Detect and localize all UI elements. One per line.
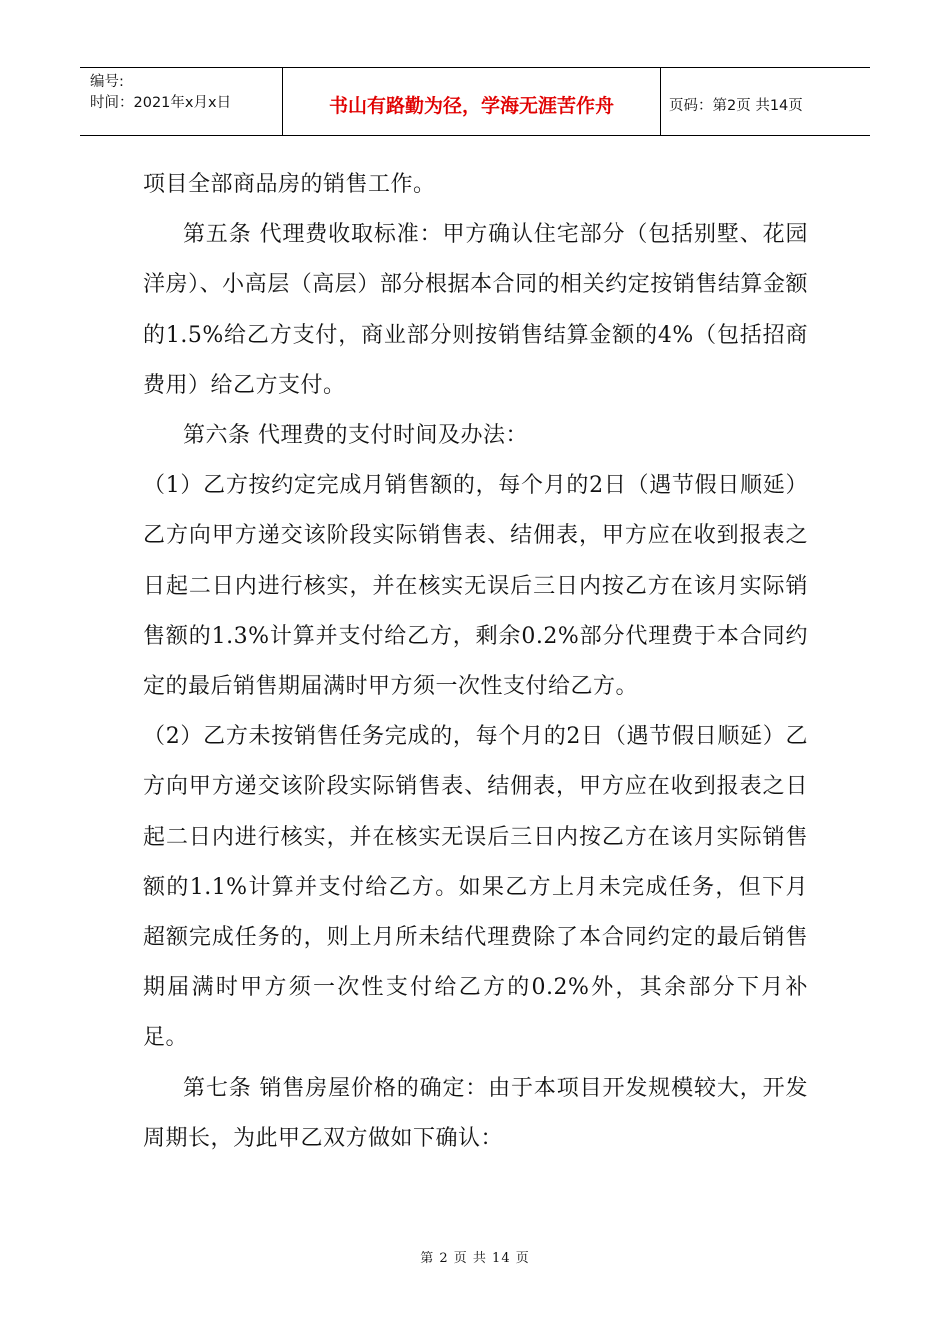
header-motto-cell (283, 68, 661, 135)
header-page-cell (661, 68, 870, 135)
paragraph-article-7: 第七条 销售房屋价格的确定：由于本项目开发规模较大，开发周期长，为此甲乙双方做如下确认： (143, 1075, 808, 1151)
document-body (143, 160, 808, 1164)
paragraph-item-1: （1）乙方按约定完成月销售额的，每个月的2日（遇节假日顺延）乙方向甲方递交该阶段实际销售表、结佣表，甲方应在收到报表之日起二日内进行核实，并在核实无误后三日内按乙方在该月实际销售额的1.3%计算并支付给乙方，剩余0.2%部分代理费于本合同约定的最后销售期届满时甲方须一次性支付给乙方。 (143, 473, 808, 700)
header-page-info: 页码：第2页 共14页 (669, 98, 803, 114)
paragraph-continuation: 项目全部商品房的销售工作。 (143, 172, 436, 197)
header-motto: 书山有路勤为径，学海无涯苦作舟 (328, 95, 614, 117)
paragraph-item-2: （2）乙方未按销售任务完成的，每个月的2日（遇节假日顺延）乙方向甲方递交该阶段实际销售表、结佣表，甲方应在收到报表之日起二日内进行核实，并在核实无误后三日内按乙方在该月实际销售额的1.1%计算并支付给乙方。如果乙方上月未完成任务，但下月超额完成任务的，则上月所未结代理费除了本合同约定的最后销售期届满时甲方须一次性支付给乙方的0.2%外，其余部分下月补足。 (143, 724, 808, 1051)
paragraph-article-5: 第五条 代理费收取标准：甲方确认住宅部分（包括别墅、花园洋房）、小高层（高层）部分根据本合同的相关约定按销售结算金额的1.5%给乙方支付，商业部分则按销售结算金额的4%（包括招商费用）给乙方支付。 (143, 222, 808, 398)
header-info-cell (80, 68, 283, 135)
footer-page-number: 第 2 页 共 14 页 (420, 1251, 530, 1266)
page-footer (0, 1247, 950, 1266)
document-time-label: 时间：2021年x月x日 (90, 95, 232, 111)
document-number-label: 编号: (90, 74, 124, 90)
header-table (80, 67, 870, 136)
paragraph-article-6: 第六条 代理费的支付时间及办法： (183, 423, 528, 449)
